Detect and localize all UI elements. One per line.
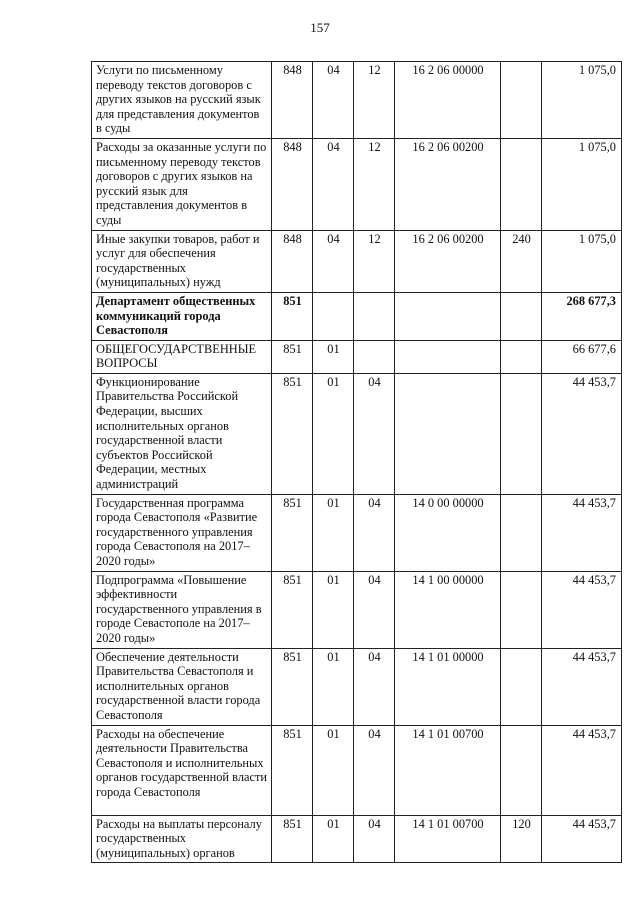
cell-target: 14 1 01 00700 — [395, 815, 501, 863]
table-row — [92, 292, 622, 340]
cell-expense-type: 120 — [501, 815, 542, 863]
cell-subsection — [354, 340, 395, 373]
cell-section: 01 — [313, 340, 354, 373]
cell-section: 01 — [313, 494, 354, 571]
table-row — [92, 230, 622, 292]
cell-ministry: 851 — [272, 494, 313, 571]
cell-ministry: 851 — [272, 340, 313, 373]
cell-expense-type — [501, 648, 542, 725]
cell-target — [395, 340, 501, 373]
cell-subsection: 12 — [354, 230, 395, 292]
cell-subsection: 04 — [354, 815, 395, 863]
cell-target: 14 1 01 00000 — [395, 648, 501, 725]
cell-name: Расходы на обеспечение деятельности Правительства Севастополя и исполнительных органов государственной власти города Севастополя — [92, 725, 272, 815]
cell-ministry: 848 — [272, 138, 313, 230]
cell-section: 01 — [313, 571, 354, 648]
cell-amount: 44 453,7 — [542, 725, 622, 815]
cell-target: 14 0 00 00000 — [395, 494, 501, 571]
cell-subsection: 04 — [354, 571, 395, 648]
cell-section: 01 — [313, 648, 354, 725]
cell-name: Функционирование Правительства Российской Федерации, высших исполнительных органов государственной власти субъектов Российской Федерации, местных администраций — [92, 373, 272, 494]
table-row — [92, 494, 622, 571]
cell-subsection: 12 — [354, 138, 395, 230]
cell-ministry: 851 — [272, 725, 313, 815]
cell-subsection: 04 — [354, 725, 395, 815]
cell-name: Услуги по письменному переводу текстов договоров с других языков на русский язык для представления документов в суды — [92, 62, 272, 139]
cell-name: ОБЩЕГОСУДАРСТВЕННЫЕ ВОПРОСЫ — [92, 340, 272, 373]
cell-target: 14 1 01 00700 — [395, 725, 501, 815]
cell-amount: 268 677,3 — [542, 292, 622, 340]
cell-section — [313, 292, 354, 340]
cell-target: 16 2 06 00200 — [395, 138, 501, 230]
table-row — [92, 138, 622, 230]
cell-section: 01 — [313, 725, 354, 815]
page-number: 157 — [310, 20, 330, 35]
table-row — [92, 725, 622, 815]
cell-ministry: 848 — [272, 62, 313, 139]
table-row — [92, 62, 622, 139]
cell-target: 14 1 00 00000 — [395, 571, 501, 648]
cell-name: Расходы на выплаты персоналу государственных (муниципальных) органов — [92, 815, 272, 863]
cell-section: 04 — [313, 62, 354, 139]
cell-ministry: 848 — [272, 230, 313, 292]
cell-section: 04 — [313, 138, 354, 230]
cell-expense-type — [501, 138, 542, 230]
cell-expense-type — [501, 62, 542, 139]
cell-expense-type — [501, 571, 542, 648]
cell-amount: 44 453,7 — [542, 494, 622, 571]
cell-section: 04 — [313, 230, 354, 292]
cell-subsection: 04 — [354, 373, 395, 494]
cell-name: Расходы за оказанные услуги по письменному переводу текстов договоров с других языков на русский язык для представления документов в суды — [92, 138, 272, 230]
cell-section: 01 — [313, 815, 354, 863]
cell-subsection: 04 — [354, 494, 395, 571]
cell-target: 16 2 06 00000 — [395, 62, 501, 139]
cell-ministry: 851 — [272, 292, 313, 340]
table-row — [92, 340, 622, 373]
cell-expense-type — [501, 340, 542, 373]
cell-subsection — [354, 292, 395, 340]
cell-amount: 1 075,0 — [542, 230, 622, 292]
cell-amount: 44 453,7 — [542, 815, 622, 863]
cell-target — [395, 292, 501, 340]
table-row — [92, 648, 622, 725]
cell-expense-type — [501, 292, 542, 340]
cell-subsection: 12 — [354, 62, 395, 139]
cell-expense-type — [501, 373, 542, 494]
table-row — [92, 815, 622, 863]
cell-name: Государственная программа города Севастополя «Развитие государственного управления города Севастополя на 2017–2020 годы» — [92, 494, 272, 571]
cell-amount: 44 453,7 — [542, 373, 622, 494]
cell-amount: 44 453,7 — [542, 648, 622, 725]
cell-expense-type — [501, 494, 542, 571]
table-row — [92, 571, 622, 648]
cell-expense-type — [501, 725, 542, 815]
budget-table — [91, 61, 622, 863]
cell-ministry: 851 — [272, 815, 313, 863]
table-row — [92, 373, 622, 494]
cell-name: Обеспечение деятельности Правительства Севастополя и исполнительных органов государственной власти города Севастополя — [92, 648, 272, 725]
cell-target — [395, 373, 501, 494]
cell-name: Подпрограмма «Повышение эффективности государственного управления в городе Севастополе на 2017–2020 годы» — [92, 571, 272, 648]
cell-ministry: 851 — [272, 571, 313, 648]
cell-amount: 1 075,0 — [542, 62, 622, 139]
cell-amount: 1 075,0 — [542, 138, 622, 230]
cell-ministry: 851 — [272, 648, 313, 725]
cell-section: 01 — [313, 373, 354, 494]
cell-subsection: 04 — [354, 648, 395, 725]
cell-target: 16 2 06 00200 — [395, 230, 501, 292]
cell-name: Департамент общественных коммуникаций города Севастополя — [92, 292, 272, 340]
cell-amount: 66 677,6 — [542, 340, 622, 373]
cell-amount: 44 453,7 — [542, 571, 622, 648]
cell-expense-type: 240 — [501, 230, 542, 292]
cell-name: Иные закупки товаров, работ и услуг для обеспечения государственных (муниципальных) нужд — [92, 230, 272, 292]
cell-ministry: 851 — [272, 373, 313, 494]
